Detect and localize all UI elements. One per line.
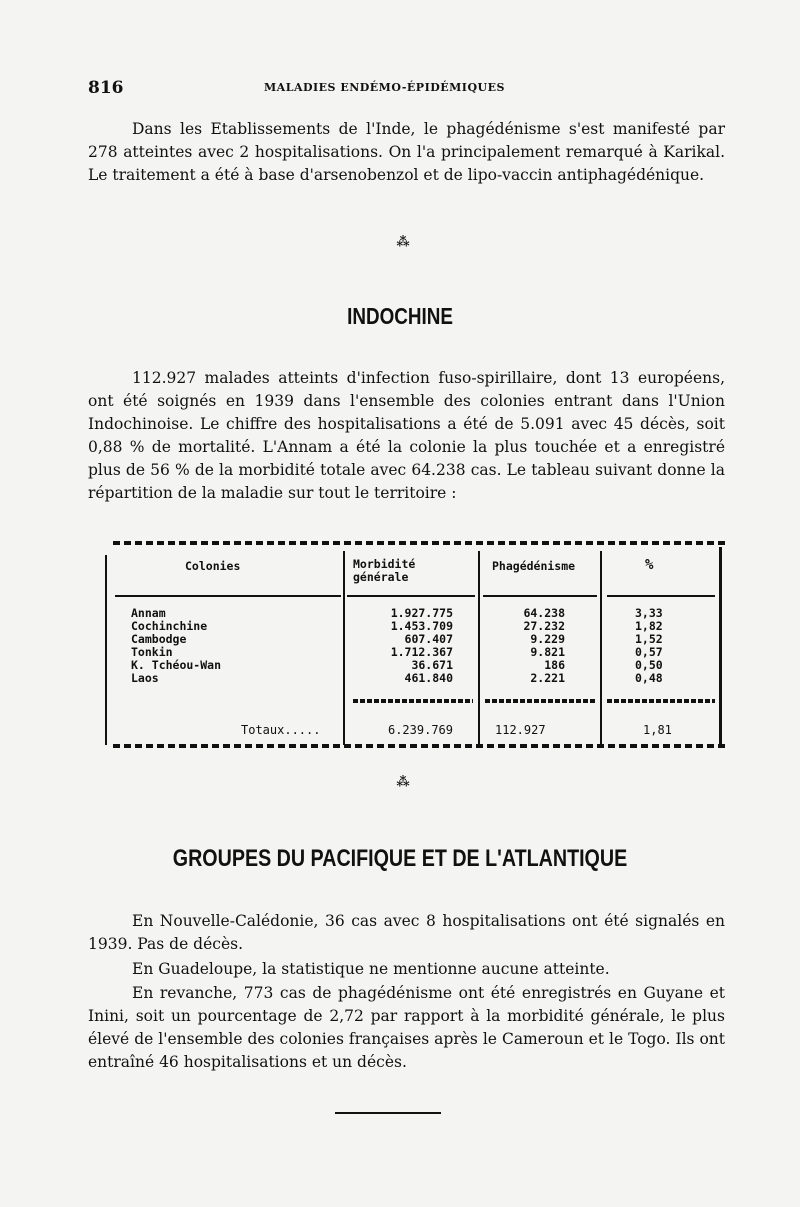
paragraph-inde: Dans les Etablissements de l'Inde, le phagédénisme s'est manifesté par 278 atteintes avec 2 hospitalisations. On l'a principalement remarqué à Karikal. Le traitement a été à base d'arsenobenzol et de lipo-vaccin antiphagédénique. bbox=[88, 120, 725, 184]
header-percent: % bbox=[645, 557, 654, 573]
cell-phagedenisme: 2.221 bbox=[530, 671, 565, 685]
header-underline bbox=[115, 595, 341, 597]
cell-phagedenisme: 27.232 bbox=[523, 619, 565, 633]
cell-percent: 0,48 bbox=[635, 671, 663, 685]
section-title-pacifique: GROUPES DU PACIFIQUE ET DE L'ATLANTIQUE bbox=[172, 845, 628, 872]
paragraph-guyane: En revanche, 773 cas de phagédénisme ont été enregistrés en Guyane et Inini, soit un pourcentage de 2,72 par rapport à la morbidité générale, le plus élevé de l'ensemble des colonies françaises après le Cameroun et le Togo. Ils ont entraîné 46 hospitalisations et un décès. bbox=[88, 984, 725, 1071]
header-phagedenisme: Phagédénisme bbox=[492, 559, 576, 573]
cell-percent: 0,57 bbox=[635, 645, 663, 659]
cell-morbidite: 607.407 bbox=[404, 632, 453, 646]
running-head bbox=[88, 78, 728, 98]
header-underline bbox=[483, 595, 597, 597]
morbidity-table bbox=[95, 537, 727, 752]
cell-percent: 1,82 bbox=[635, 619, 663, 633]
paragraph-caledonie: En Nouvelle-Calédonie, 36 cas avec 8 hospitalisations ont été signalés en 1939. Pas de décès. bbox=[88, 912, 725, 953]
cell-morbidite: 1.927.775 bbox=[390, 606, 453, 620]
cell-percent: 0,50 bbox=[635, 658, 663, 672]
table-bottom-rule bbox=[113, 744, 727, 748]
cell-colonie: Tonkin bbox=[131, 645, 173, 659]
cell-colonie: Annam bbox=[131, 606, 166, 620]
header-underline bbox=[607, 595, 715, 597]
paragraph-indochine: 112.927 malades atteints d'infection fuso-spirillaire, dont 13 européens, ont été soignés en 1939 dans l'ensemble des colonies entrant dans l'Union Indochinoise. Le chiffre des hospitalisations a été de 5.091 avec 45 décès, soit 0,88 % de mortalité. L'Annam a été la colonie la plus touchée et a enregistré plus de 56 % de la morbidité totale avec 64.238 cas. Le tableau suivant donne la répartition de la maladie sur tout le territoire : bbox=[88, 369, 725, 502]
cell-colonie: Laos bbox=[131, 671, 159, 685]
asterism-separator: ⁂ bbox=[396, 775, 410, 790]
totals-separator bbox=[353, 699, 473, 703]
running-title: MALADIES ENDÉMO-ÉPIDÉMIQUES bbox=[264, 81, 505, 94]
paragraph-guadeloupe: En Guadeloupe, la statistique ne mentionne aucune atteinte. bbox=[132, 960, 610, 978]
cell-percent: 3,33 bbox=[635, 606, 663, 620]
total-label: Totaux..... bbox=[241, 723, 321, 737]
cell-morbidite: 1.712.367 bbox=[390, 645, 453, 659]
cell-percent: 1,52 bbox=[635, 632, 663, 646]
cell-colonie: Cambodge bbox=[131, 632, 187, 646]
header-morbidite bbox=[353, 558, 415, 584]
cell-phagedenisme: 9.821 bbox=[530, 645, 565, 659]
total-percent: 1,81 bbox=[643, 723, 672, 737]
section-title-indochine: INDOCHINE bbox=[347, 303, 453, 329]
header-morbidite-line2: générale bbox=[353, 570, 409, 584]
page-number: 816 bbox=[88, 78, 124, 98]
cell-colonie: Cochinchine bbox=[131, 619, 208, 633]
total-phagedenisme: 112.927 bbox=[495, 723, 546, 737]
cell-phagedenisme: 64.238 bbox=[523, 606, 565, 620]
cell-phagedenisme: 9.229 bbox=[530, 632, 565, 646]
header-underline bbox=[347, 595, 475, 597]
asterism-separator: ⁂ bbox=[396, 235, 410, 250]
cell-morbidite: 1.453.709 bbox=[390, 619, 453, 633]
cell-morbidite: 36.671 bbox=[411, 658, 453, 672]
table-row bbox=[95, 672, 727, 685]
cell-morbidite: 461.840 bbox=[404, 671, 453, 685]
header-morbidite-line1: Morbidité bbox=[353, 557, 416, 571]
header-colonies: Colonies bbox=[185, 559, 241, 573]
cell-colonie: K. Tchéou-Wan bbox=[131, 658, 222, 672]
total-morbidite: 6.239.769 bbox=[387, 723, 453, 737]
totals-separator bbox=[607, 699, 715, 703]
cell-phagedenisme: 186 bbox=[544, 658, 565, 672]
table-top-rule bbox=[113, 541, 727, 545]
end-rule bbox=[335, 1112, 441, 1114]
totals-separator bbox=[485, 699, 595, 703]
table-total-row bbox=[95, 722, 727, 738]
